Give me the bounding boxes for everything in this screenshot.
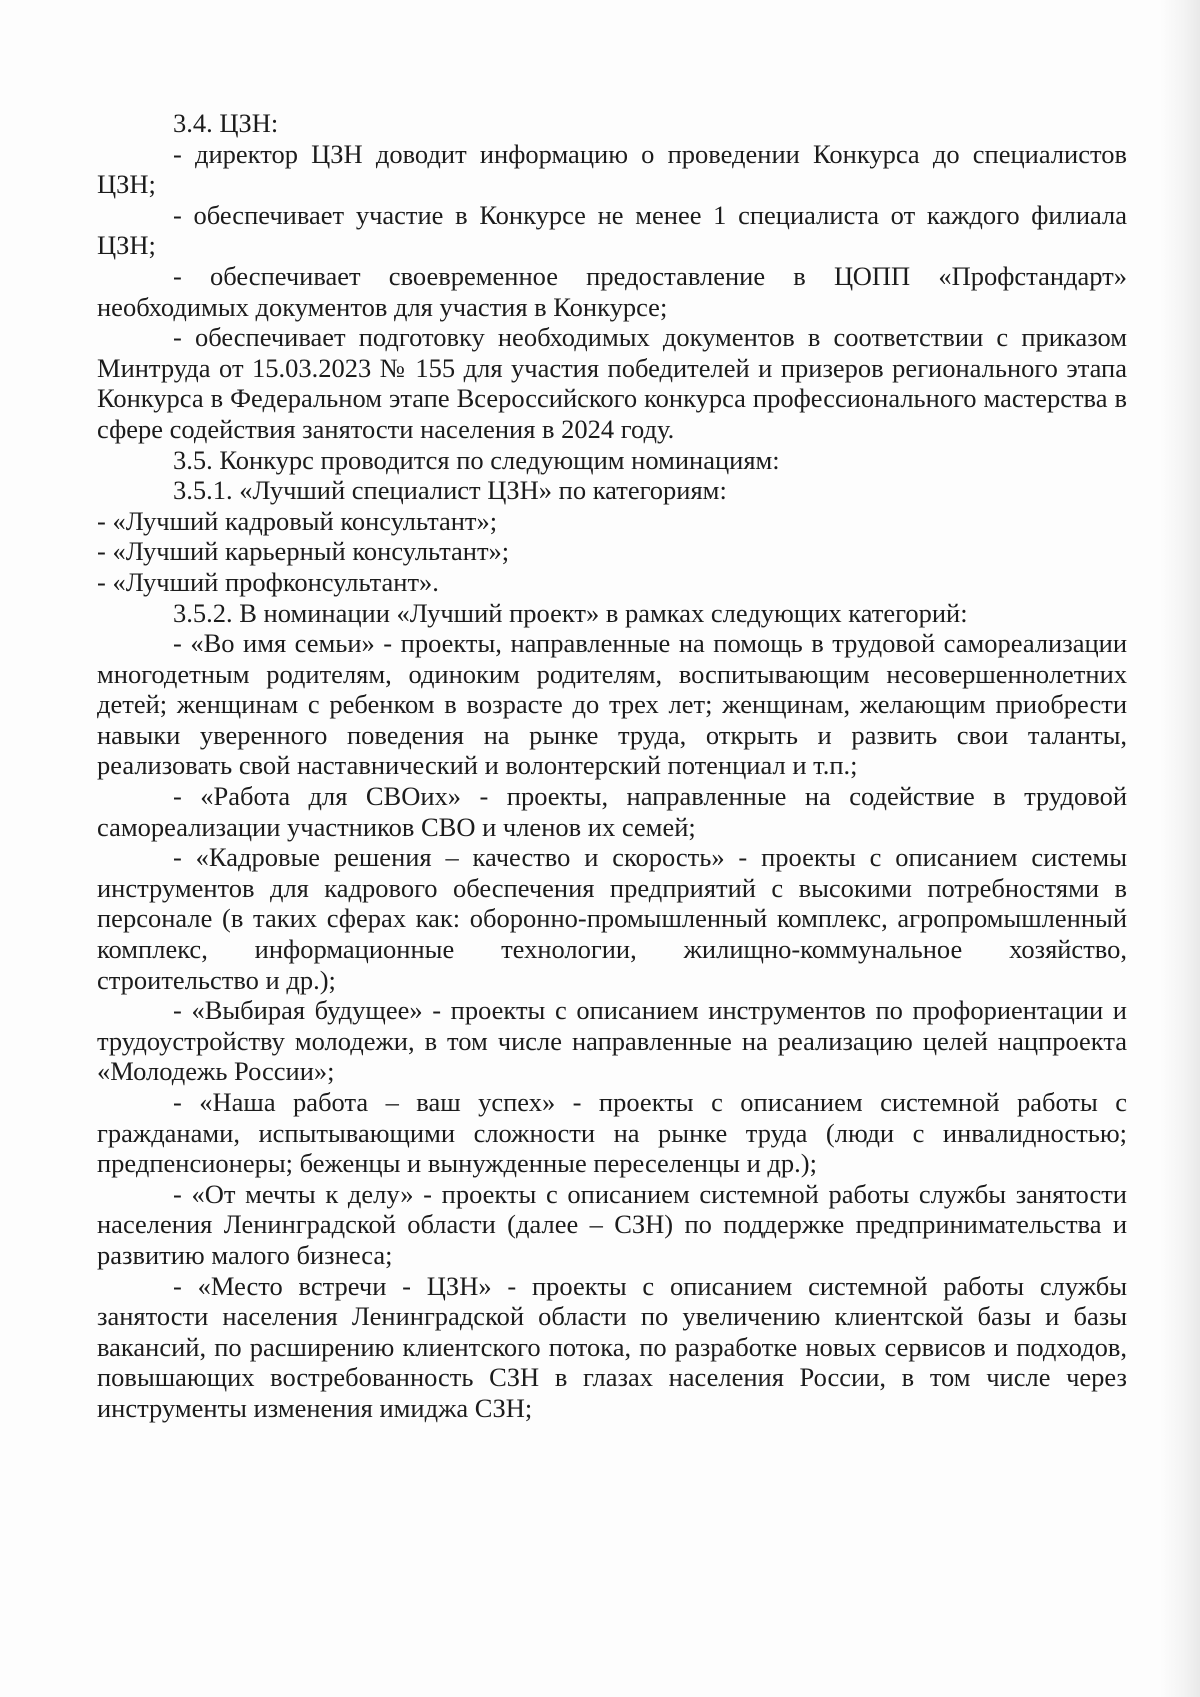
- paragraph-future: - «Выбирая будущее» - проекты с описанием инструментов по профориентации и трудоустройству молодежи, в том числе направленные на реализацию целей нацпроекта «Молодежь России»;: [97, 995, 1127, 1087]
- paragraph-3-5: 3.5. Конкурс проводится по следующим номинациям:: [173, 444, 780, 475]
- paragraph-success: - «Наша работа – ваш успех» - проекты с описанием системной работы с гражданами, испытывающими сложности на рынке труда (люди с инвалидностью; предпенсионеры; беженцы и вынужденные переселенцы и др.);: [97, 1087, 1127, 1179]
- paragraph-svo: - «Работа для СВОих» - проекты, направленные на содействие в трудовой самореализации участников СВО и членов их семей;: [97, 781, 1127, 842]
- paragraph-3-5-1: 3.5.1. «Лучший специалист ЦЗН» по категориям:: [173, 475, 727, 506]
- list-item-prof-consultant: - «Лучший профконсультант».: [97, 566, 439, 597]
- list-item-career-consultant: - «Лучший карьерный консультант»;: [97, 536, 510, 567]
- paragraph-3-4: 3.4. ЦЗН:: [173, 108, 279, 138]
- paragraph-preparation: - обеспечивает подготовку необходимых документов в соответствии с приказом Минтруда от 15.03.2023 № 155 для участия победителей и призеров регионального этапа Конкурса в Федеральном этапе Всероссийского конкурса профессионального мастерства в сфере содействия занятости населения в 2024 году.: [97, 322, 1127, 444]
- scan-edge-shadow: [1160, 0, 1200, 1697]
- paragraph-family: - «Во имя семьи» - проекты, направленные на помощь в трудовой самореализации многодетным родителям, одиноким родителям, воспитывающим несовершеннолетних детей; женщинам с ребенком в возрасте до трех лет; женщинам, желающим приобрести навыки уверенного поведения на рынке труда, открыть и развить свои таланты, реализовать свой наставнический и волонтерский потенциал и т.п.;: [97, 628, 1127, 781]
- paragraph-meeting: - «Место встречи - ЦЗН» - проекты с описанием системной работы службы занятости населения Ленинградской области по увеличению клиентской базы и базы вакансий, по расширению клиентского потока, по разработке новых сервисов и подходов, повышающих востребованность СЗН в глазах населения России, в том числе через инструменты изменения имиджа СЗН;: [97, 1270, 1127, 1423]
- paragraph-hr-solutions: - «Кадровые решения – качество и скорость» - проекты с описанием системы инструментов для кадрового обеспечения предприятий с высокими потребностями в персонале (в таких сферах как: оборонно-промышленный комплекс, агропромышленный комплекс, информационные технологии, жилищно-коммунальное хозяйство, строительство и др.);: [97, 842, 1127, 995]
- document-body: [97, 108, 1127, 1424]
- list-item-hr-consultant: - «Лучший кадровый консультант»;: [97, 505, 498, 536]
- paragraph-director: - директор ЦЗН доводит информацию о проведении Конкурса до специалистов ЦЗН;: [97, 138, 1127, 200]
- paragraph-participation: - обеспечивает участие в Конкурсе не менее 1 специалиста от каждого филиала ЦЗН;: [97, 199, 1127, 261]
- paragraph-timely: - обеспечивает своевременное предоставление в ЦОПП «Профстандарт» необходимых документов для участия в Конкурсе;: [97, 260, 1127, 322]
- paragraph-dream: - «От мечты к делу» - проекты с описанием системной работы службы занятости населения Ленинградской области (далее – СЗН) по поддержке предпринимательства и развитию малого бизнеса;: [97, 1178, 1127, 1270]
- paragraph-3-5-2: 3.5.2. В номинации «Лучший проект» в рамках следующих категорий:: [173, 597, 968, 628]
